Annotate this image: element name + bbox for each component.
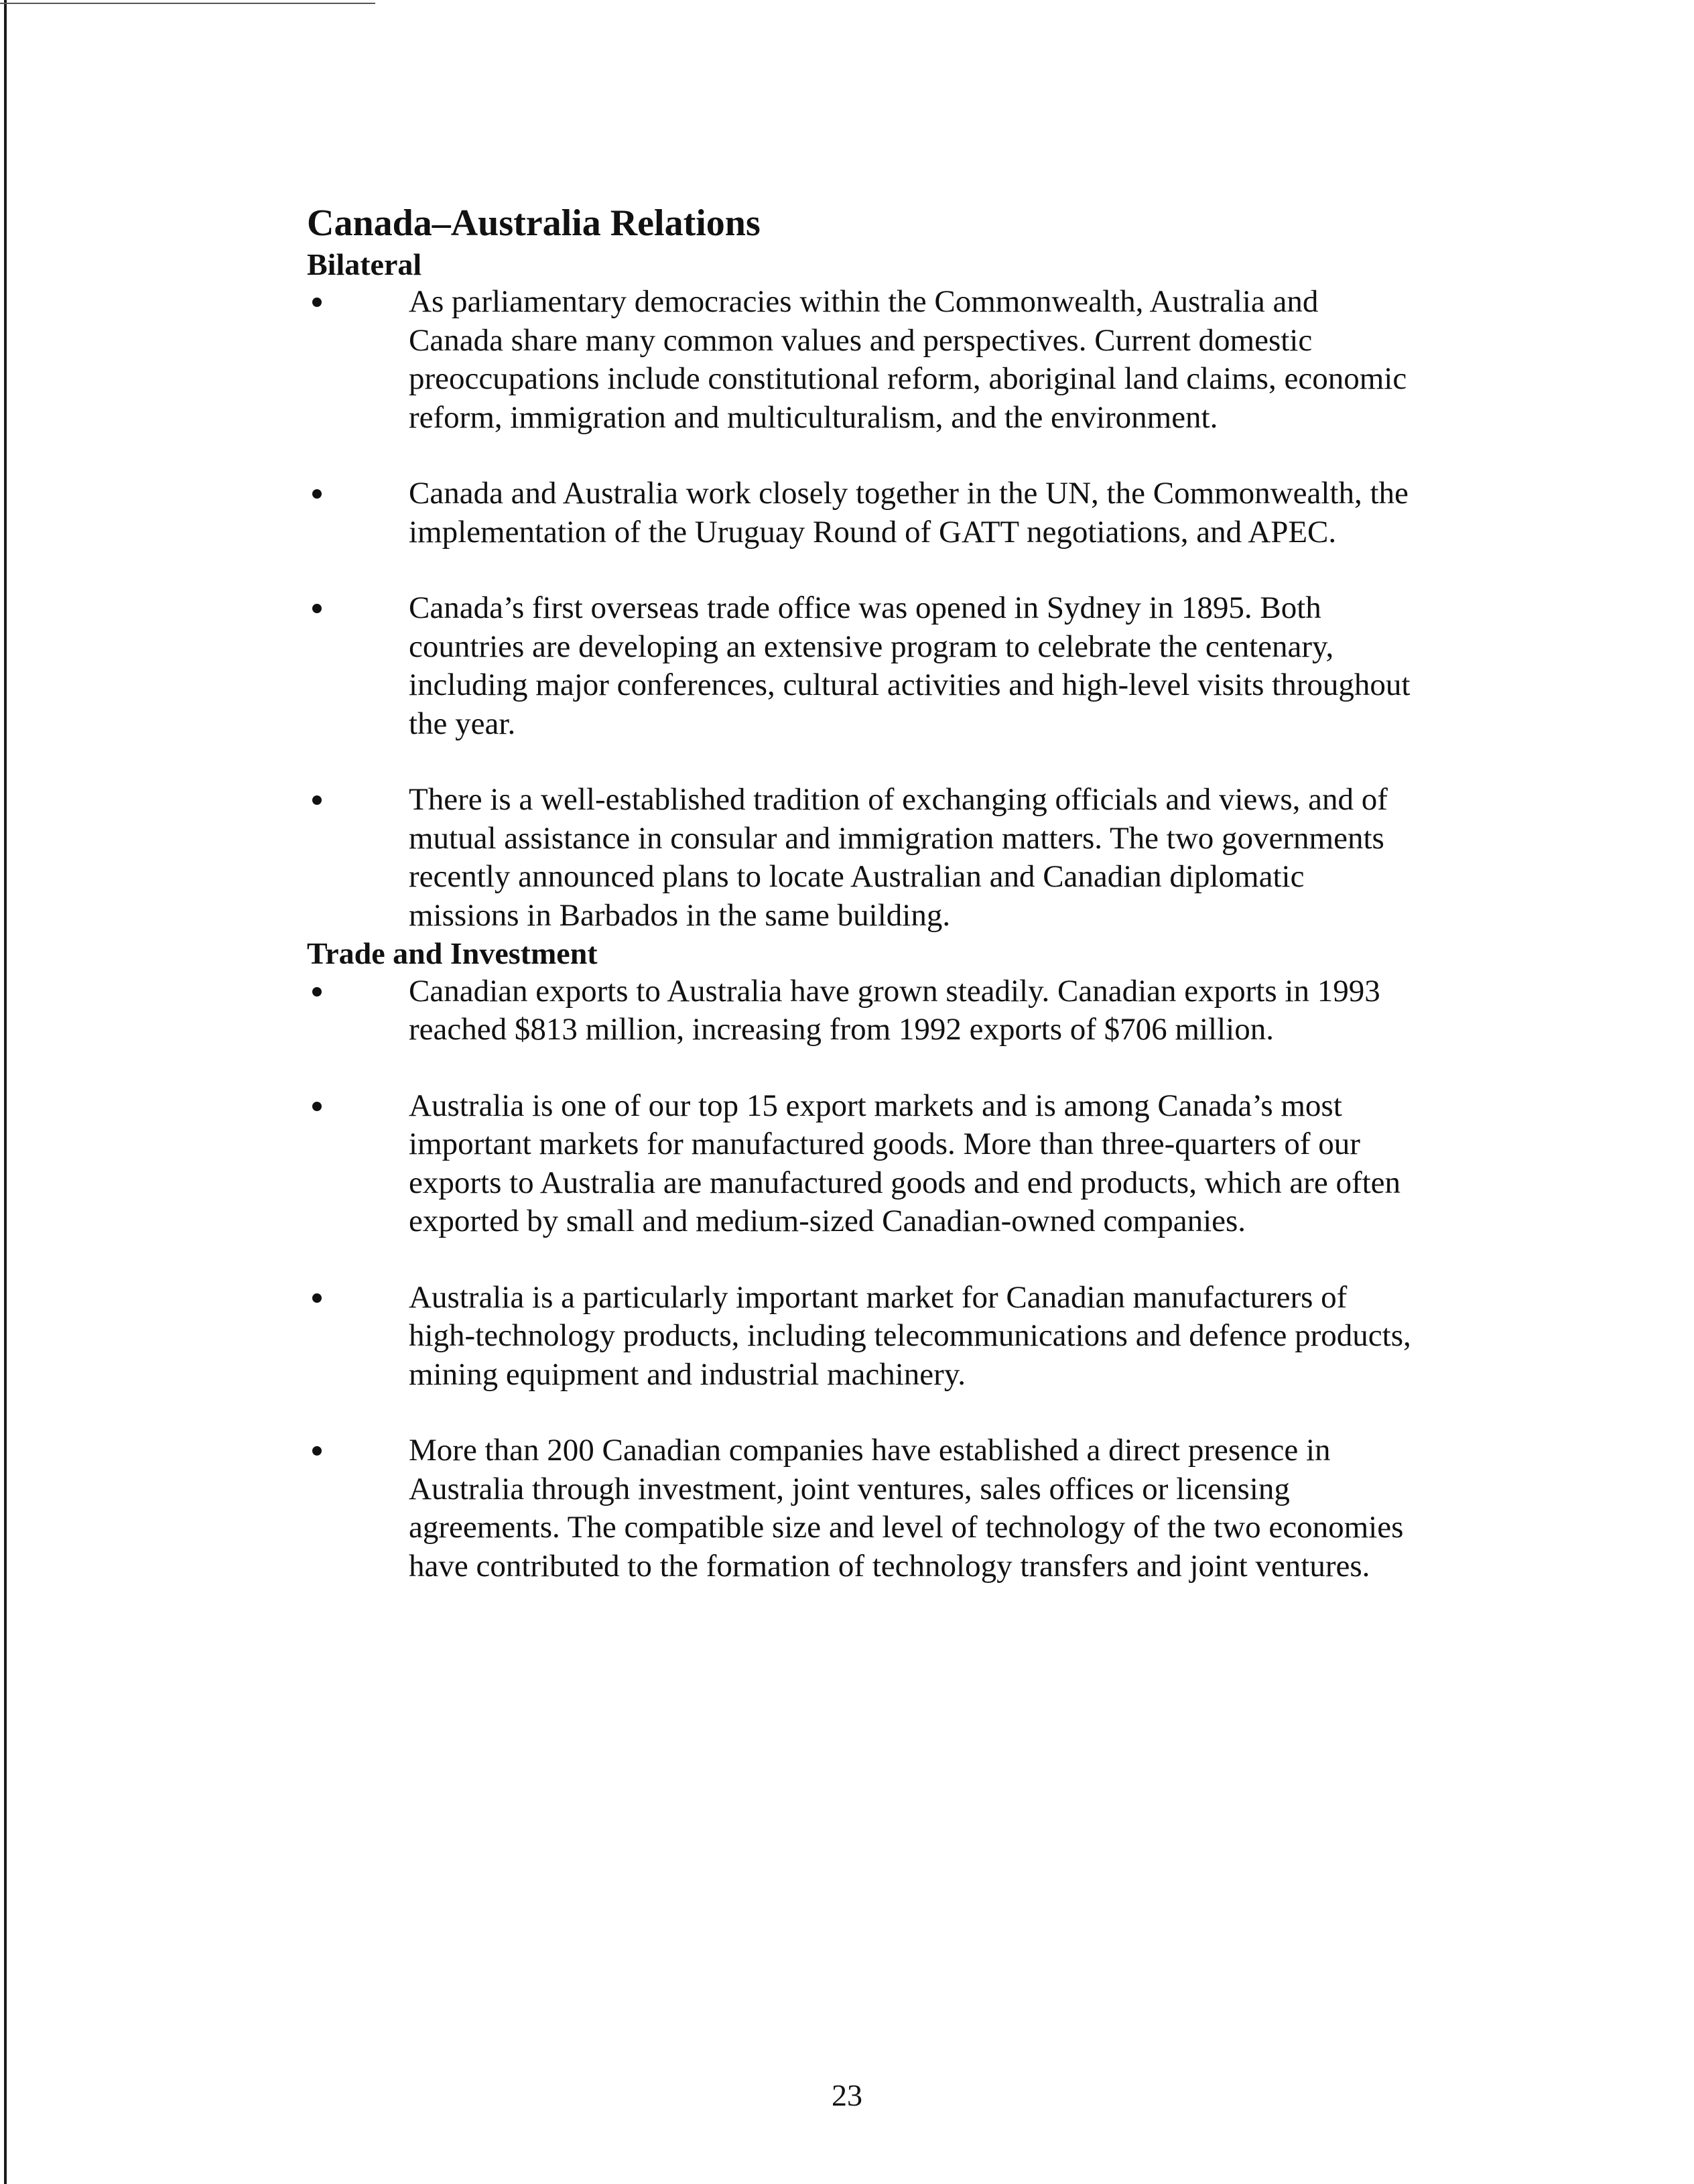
- bullet-icon: [312, 489, 322, 499]
- section-heading-trade-investment: Trade and Investment: [307, 936, 598, 971]
- page-title: Canada–Australia Relations: [307, 202, 761, 244]
- bullet-text: Canada’s first overseas trade office was opened in Sydney in 1895. Both countries are developing an extensive program to celebrate the centenary, including major conferences, cultural activities and high-level visits throughout the year.: [409, 590, 1411, 741]
- bullet-text: Australia is one of our top 15 export markets and is among Canada’s most important markets for manufactured goods. More than three-quarters of our exports to Australia are manufactured goods and end products, which are often exported by small and medium-sized Canadian-owned companies.: [409, 1088, 1401, 1239]
- scan-edge-top: [0, 3, 375, 4]
- list-item: [307, 1087, 1419, 1241]
- bullet-text: There is a well-established tradition of exchanging officials and views, and of mutual assistance in consular and immigration matters. The two governments recently announced plans to locate Australian and Canadian diplomatic missions in Barbados in the same building.: [409, 782, 1388, 933]
- section-heading-bilateral: Bilateral: [307, 247, 422, 282]
- bullet-text: Canadian exports to Australia have grown steadily. Canadian exports in 1993 reached $813 million, increasing from 1992 exports of $706 million.: [409, 973, 1380, 1047]
- list-item: [307, 1279, 1419, 1395]
- bullet-text: More than 200 Canadian companies have established a direct presence in Australia through investment, joint ventures, sales offices or licensing agreements. The compatible size and level of technology of the two economies have contributed to the formation of technology transfers and joint ventures.: [409, 1433, 1404, 1584]
- bullet-icon: [312, 298, 322, 307]
- list-item: [307, 972, 1419, 1049]
- list-item: [307, 283, 1419, 437]
- document-page: [307, 201, 1419, 1586]
- page-number: 23: [832, 2078, 862, 2112]
- list-item: [307, 474, 1419, 552]
- bullet-icon: [312, 604, 322, 613]
- list-item: [307, 1431, 1419, 1586]
- list-item: [307, 589, 1419, 743]
- bullet-icon: [312, 1446, 322, 1456]
- bullet-icon: [312, 1102, 322, 1111]
- scan-edge-left: [4, 0, 7, 2184]
- bullet-icon: [312, 795, 322, 805]
- list-item: [307, 781, 1419, 935]
- bilateral-bullet-list: [307, 283, 1419, 935]
- bullet-text: Canada and Australia work closely together in the UN, the Commonwealth, the implementation of the Uruguay Round of GATT negotiations, and APEC.: [409, 476, 1409, 550]
- bullet-text: As parliamentary democracies within the Commonwealth, Australia and Canada share many common values and perspectives. Current domestic preoccupations include constitutional reform, aboriginal land claims, economic reform, immigration and multiculturalism, and the environment.: [409, 284, 1407, 435]
- bullet-text: Australia is a particularly important market for Canadian manufacturers of high-technology products, including telecommunications and defence products, mining equipment and industrial machinery.: [409, 1279, 1411, 1392]
- bullet-icon: [312, 1293, 322, 1303]
- bullet-icon: [312, 987, 322, 997]
- trade-bullet-list: [307, 972, 1419, 1586]
